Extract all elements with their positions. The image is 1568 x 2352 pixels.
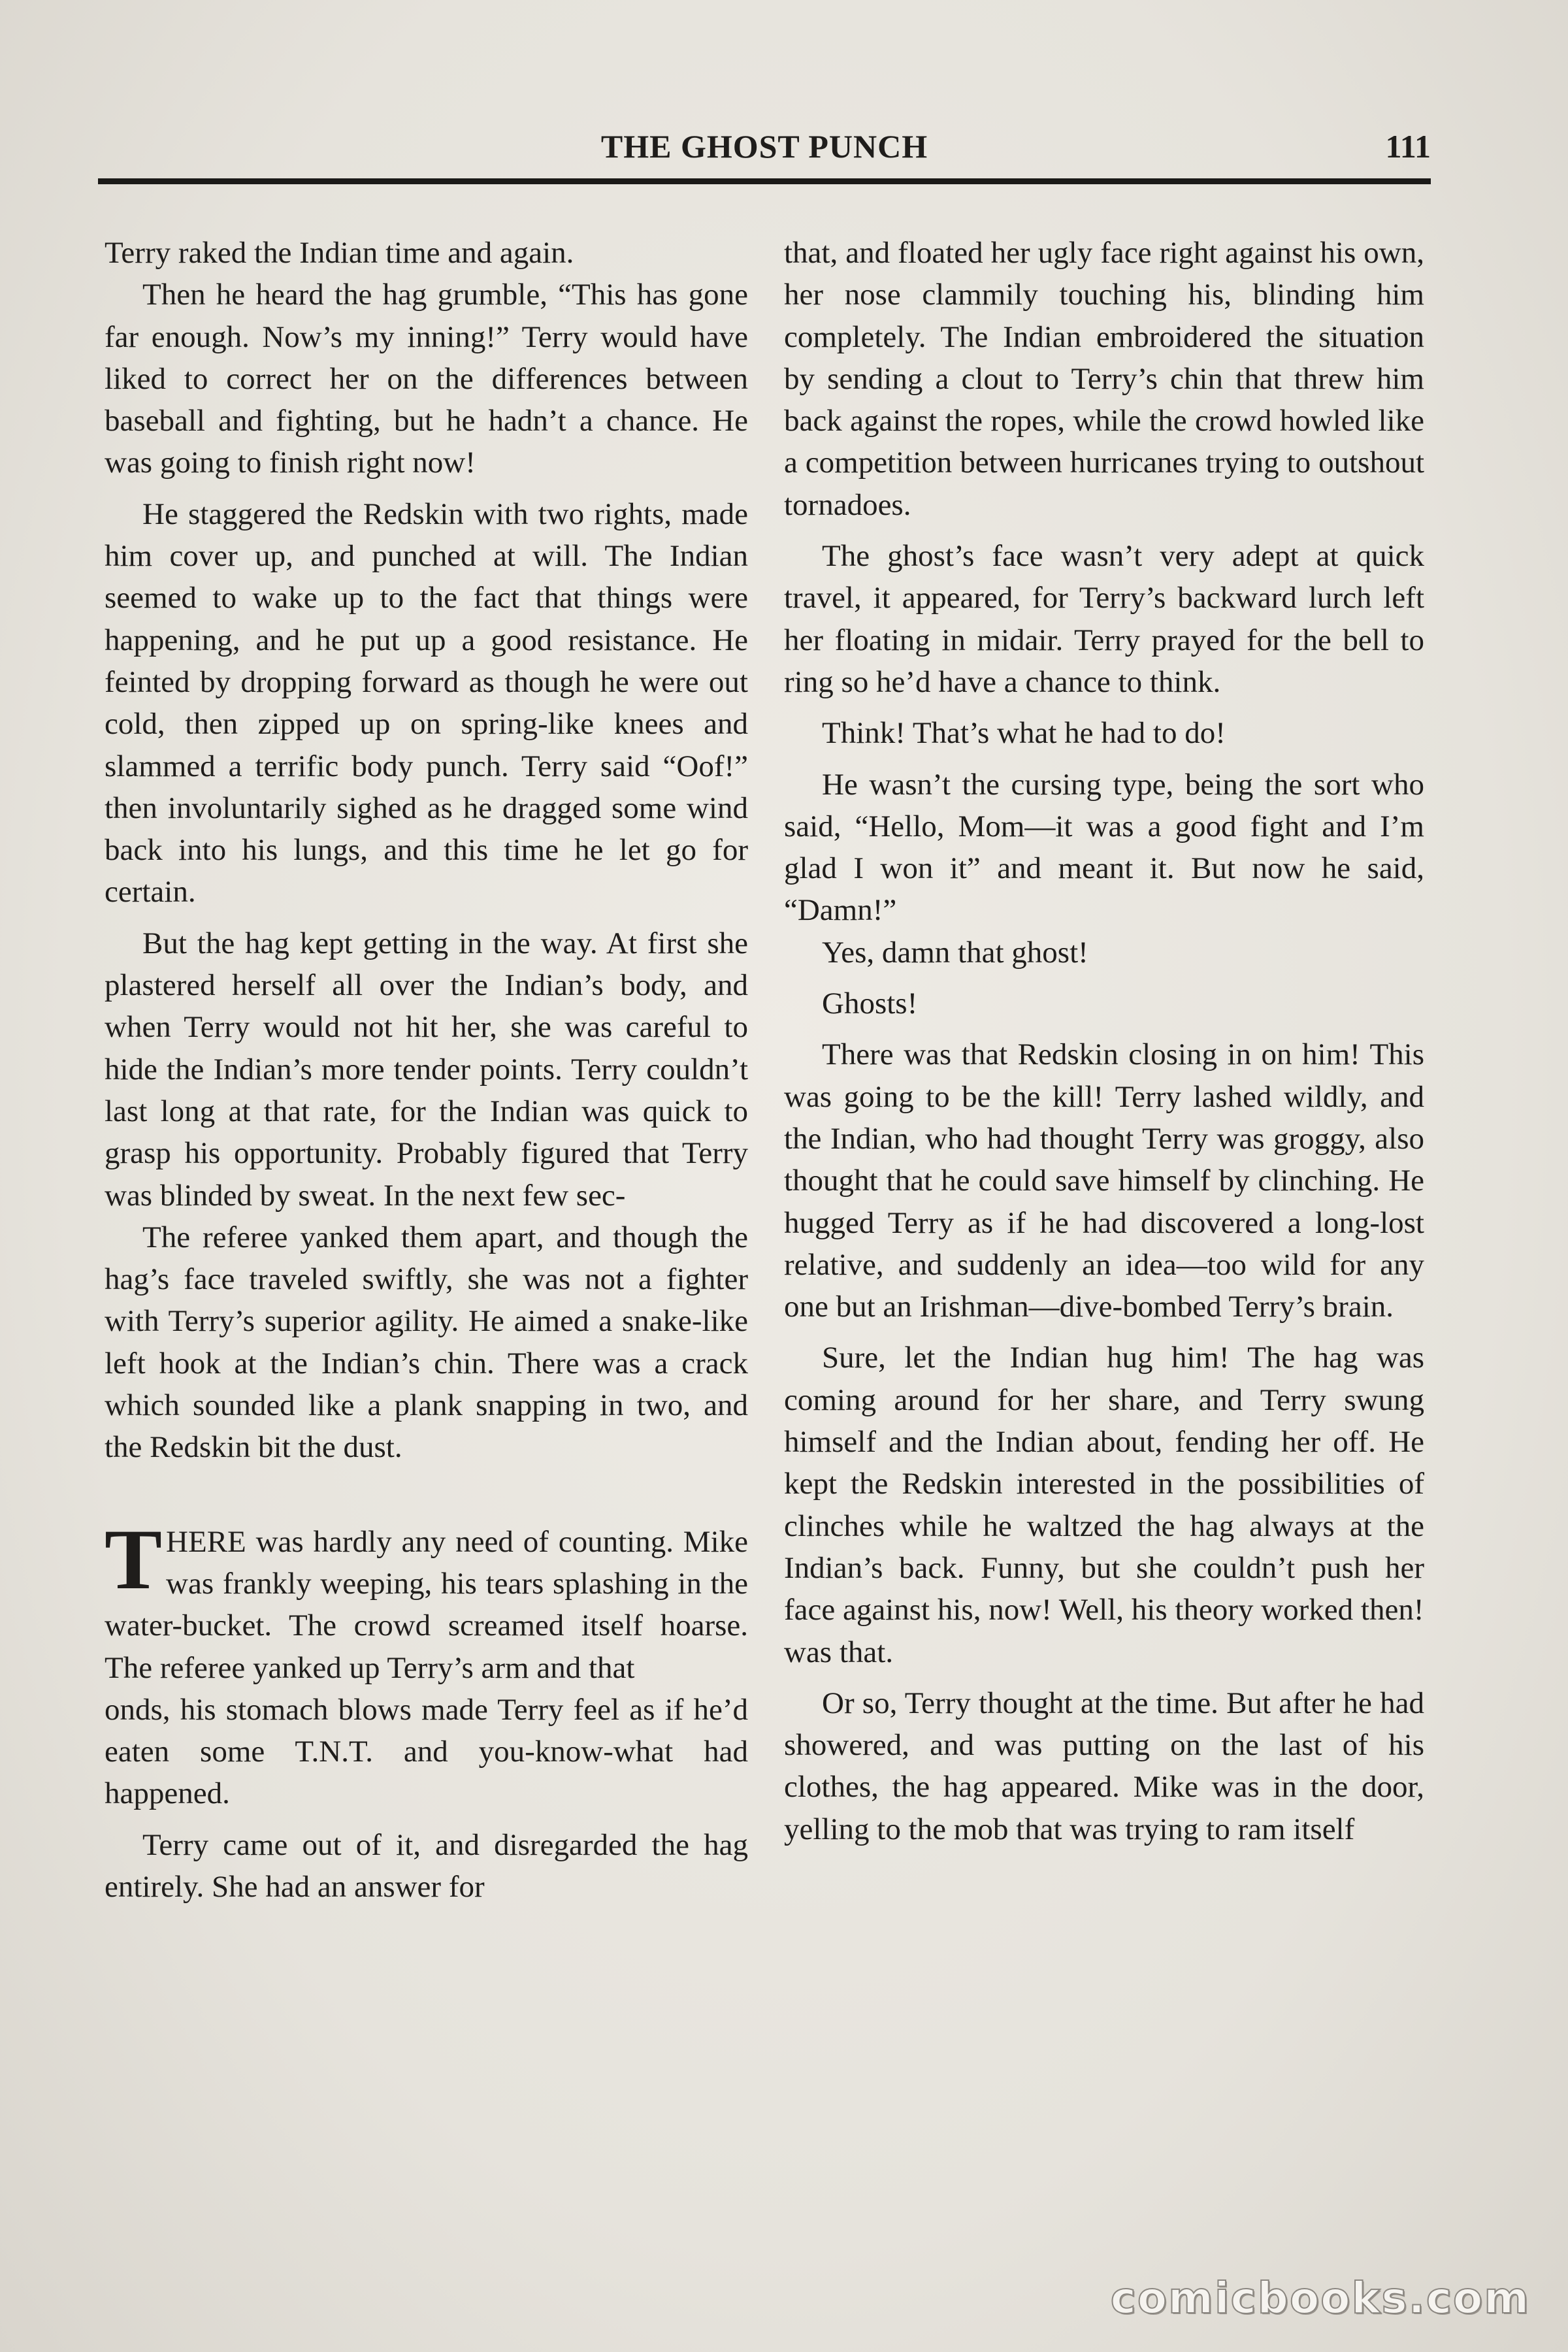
page-header: [98, 127, 1431, 173]
paragraph: that, and floated her ugly face right against his own, her nose clammily touching his, blinding him completely. The Indian embroidered the situation by sending a clout to Terry’s chin that threw him back against the ropes, while the crowd howled like a competition between hurricanes trying to outshout tornadoes.: [784, 236, 1424, 522]
watermark: comicbooks.com: [1110, 2273, 1530, 2323]
paragraph: Yes, damn that ghost!: [822, 935, 1088, 970]
header-rule: [98, 178, 1431, 184]
running-title: THE GHOST PUNCH: [600, 128, 928, 165]
dropcap-paragraph: [105, 1511, 748, 1689]
drop-cap: T: [105, 1511, 163, 1607]
page-number: 111: [1385, 128, 1431, 165]
paragraph: Think! That’s what he had to do!: [822, 716, 1226, 751]
paragraph: onds, his stomach blows made Terry feel as if he’d eaten some T.N.T. and you-know-what had happened.: [105, 1692, 748, 1811]
paragraph: Or so, Terry thought at the time. But after he had showered, and was putting on the last of his clothes, the hag appeared. Mike was in the door, yelling to the mob that was trying to ram itself: [784, 1686, 1424, 1846]
paragraph: He wasn’t the cursing type, being the sort who said, “Hello, Mom—it was a good fight and I’m glad I won it” and meant it. But now he said, “Damn!”: [784, 767, 1424, 928]
dropcap-text: HERE was hardly any need of counting. Mike was frankly weeping, his tears splashing in the water-bucket. The crowd screamed itself hoarse. The referee yanked up Terry’s arm and that: [105, 1524, 748, 1685]
right-column: [784, 232, 1424, 2225]
paragraph: The referee yanked them apart, and though the hag’s face traveled swiftly, she was not a fighter with Terry’s superior agility. He aimed a snake-like left hook at the Indian’s chin. There was a crack which sounded like a plank snapping in two, and the Redskin bit the dust.: [105, 1220, 748, 1465]
paragraph: was that.: [784, 1635, 894, 1669]
paragraph: Terry raked the Indian time and again.: [105, 236, 574, 270]
paragraph: He staggered the Redskin with two rights, made him cover up, and punched at will. The Indian seemed to wake up to the fact that things were happening, and he put up a good resistance. He feinted by dropping forward as though he were out cold, then zipped up on spring-like knees and slammed a terrific body punch. Terry said “Oof!” then involuntarily sighed as he dragged some wind back into his lungs, and this time he let go for certain.: [105, 497, 748, 909]
paragraph: Ghosts!: [822, 987, 918, 1021]
paragraph: The ghost’s face wasn’t very adept at quick travel, it appeared, for Terry’s backward lurch left her floating in midair. Terry prayed for the bell to ring so he’d have a chance to think.: [784, 539, 1424, 699]
paragraph: There was that Redskin closing in on him! This was going to be the kill! Terry lashed wildly, and the Indian, who had thought Terry was groggy, also thought that he could save himself by clinching. He hugged Terry as if he had discovered a long-lost relative, and suddenly an idea—too wild for any one but an Irishman—dive-bombed Terry’s brain.: [784, 1037, 1424, 1324]
paragraph: Sure, let the Indian hug him! The hag was coming around for her share, and Terry swung himself and the Indian about, fending her off. He kept the Redskin interested in the possibilities of clinches while he waltzed the hag always at the Indian’s back. Funny, but she couldn’t push her face against his, now! Well, his theory worked then!: [784, 1341, 1424, 1627]
paragraph: Terry came out of it, and disregarded the hag entirely. She had an answer for: [105, 1827, 748, 1904]
paragraph: Then he heard the hag grumble, “This has gone far enough. Now’s my inning!” Terry would have liked to correct her on the differences between baseball and fighting, but he hadn’t a chance. He was going to finish right now!: [105, 278, 748, 480]
left-column: [105, 232, 748, 2225]
section-break: [105, 1469, 748, 1521]
paragraph: But the hag kept getting in the way. At first she plastered herself all over the Indian’s body, and when Terry would not hit her, she was careful to hide the Indian’s more tender points. Terry couldn’t last long at that rate, for the Indian was quick to grasp his opportunity. Probably figured that Terry was blinded by sweat. In the next few sec-: [105, 926, 748, 1213]
